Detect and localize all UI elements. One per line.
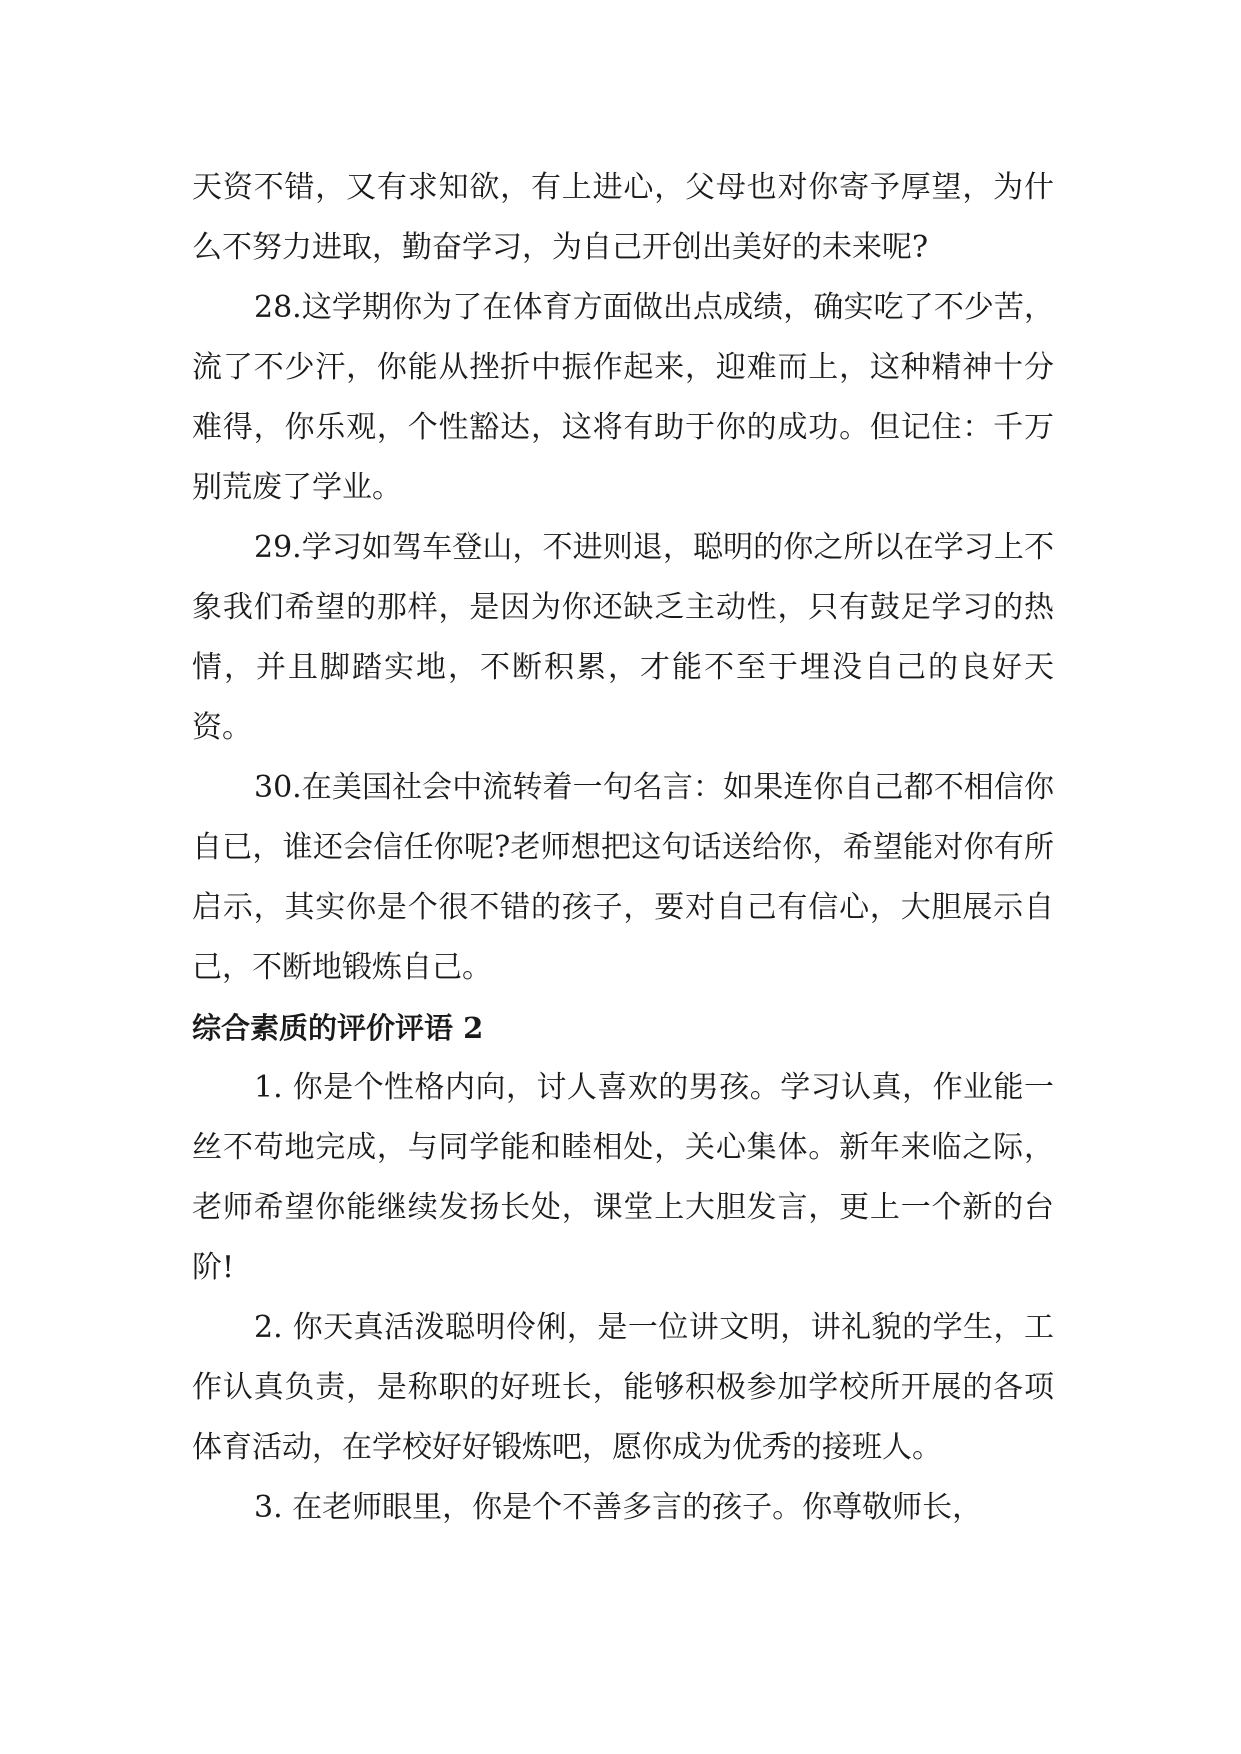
- paragraph-item-2: 2. 你天真活泼聪明伶俐，是一位讲文明，讲礼貌的学生，工作认真负责，是称职的好班长，能够积极参加学校所开展的各项体育活动，在学校好好锻炼吧，愿你成为优秀的接班人。: [192, 1310, 1054, 1465]
- paragraph-item-30: 30.在美国社会中流转着一句名言：如果连你自己都不相信你自已，谁还会信任你呢?老师想把这句话送给你，希望能对你有所启示，其实你是个很不错的孩子，要对自己有信心，大胆展示自己，不断地锻炼自己。: [192, 770, 1054, 985]
- paragraph-item-29: 29.学习如驾车登山，不进则退，聪明的你之所以在学习上不象我们希望的那样，是因为你还缺乏主动性，只有鼓足学习的热情，并且脚踏实地，不断积累，才能不至于埋没自己的良好天资。: [192, 530, 1054, 745]
- paragraph-continued: 天资不错，又有求知欲，有上进心，父母也对你寄予厚望，为什么不努力进取，勤奋学习，为自己开创出美好的未来呢?: [192, 170, 1054, 265]
- section-heading: 综合素质的评价评语 2: [192, 1011, 484, 1045]
- document-body: [192, 158, 1054, 1538]
- paragraph-item-3: 3. 在老师眼里，你是个不善多言的孩子。你尊敬师长，: [254, 1490, 983, 1525]
- paragraph-item-1: 1. 你是个性格内向，讨人喜欢的男孩。学习认真，作业能一丝不苟地完成，与同学能和睦相处，关心集体。新年来临之际，老师希望你能继续发扬长处，课堂上大胆发言，更上一个新的台阶!: [192, 1070, 1054, 1285]
- paragraph-item-28: 28.这学期你为了在体育方面做出点成绩，确实吃了不少苦，流了不少汗，你能从挫折中振作起来，迎难而上，这种精神十分难得，你乐观，个性豁达，这将有助于你的成功。但记住：千万别荒废了学业。: [192, 290, 1054, 505]
